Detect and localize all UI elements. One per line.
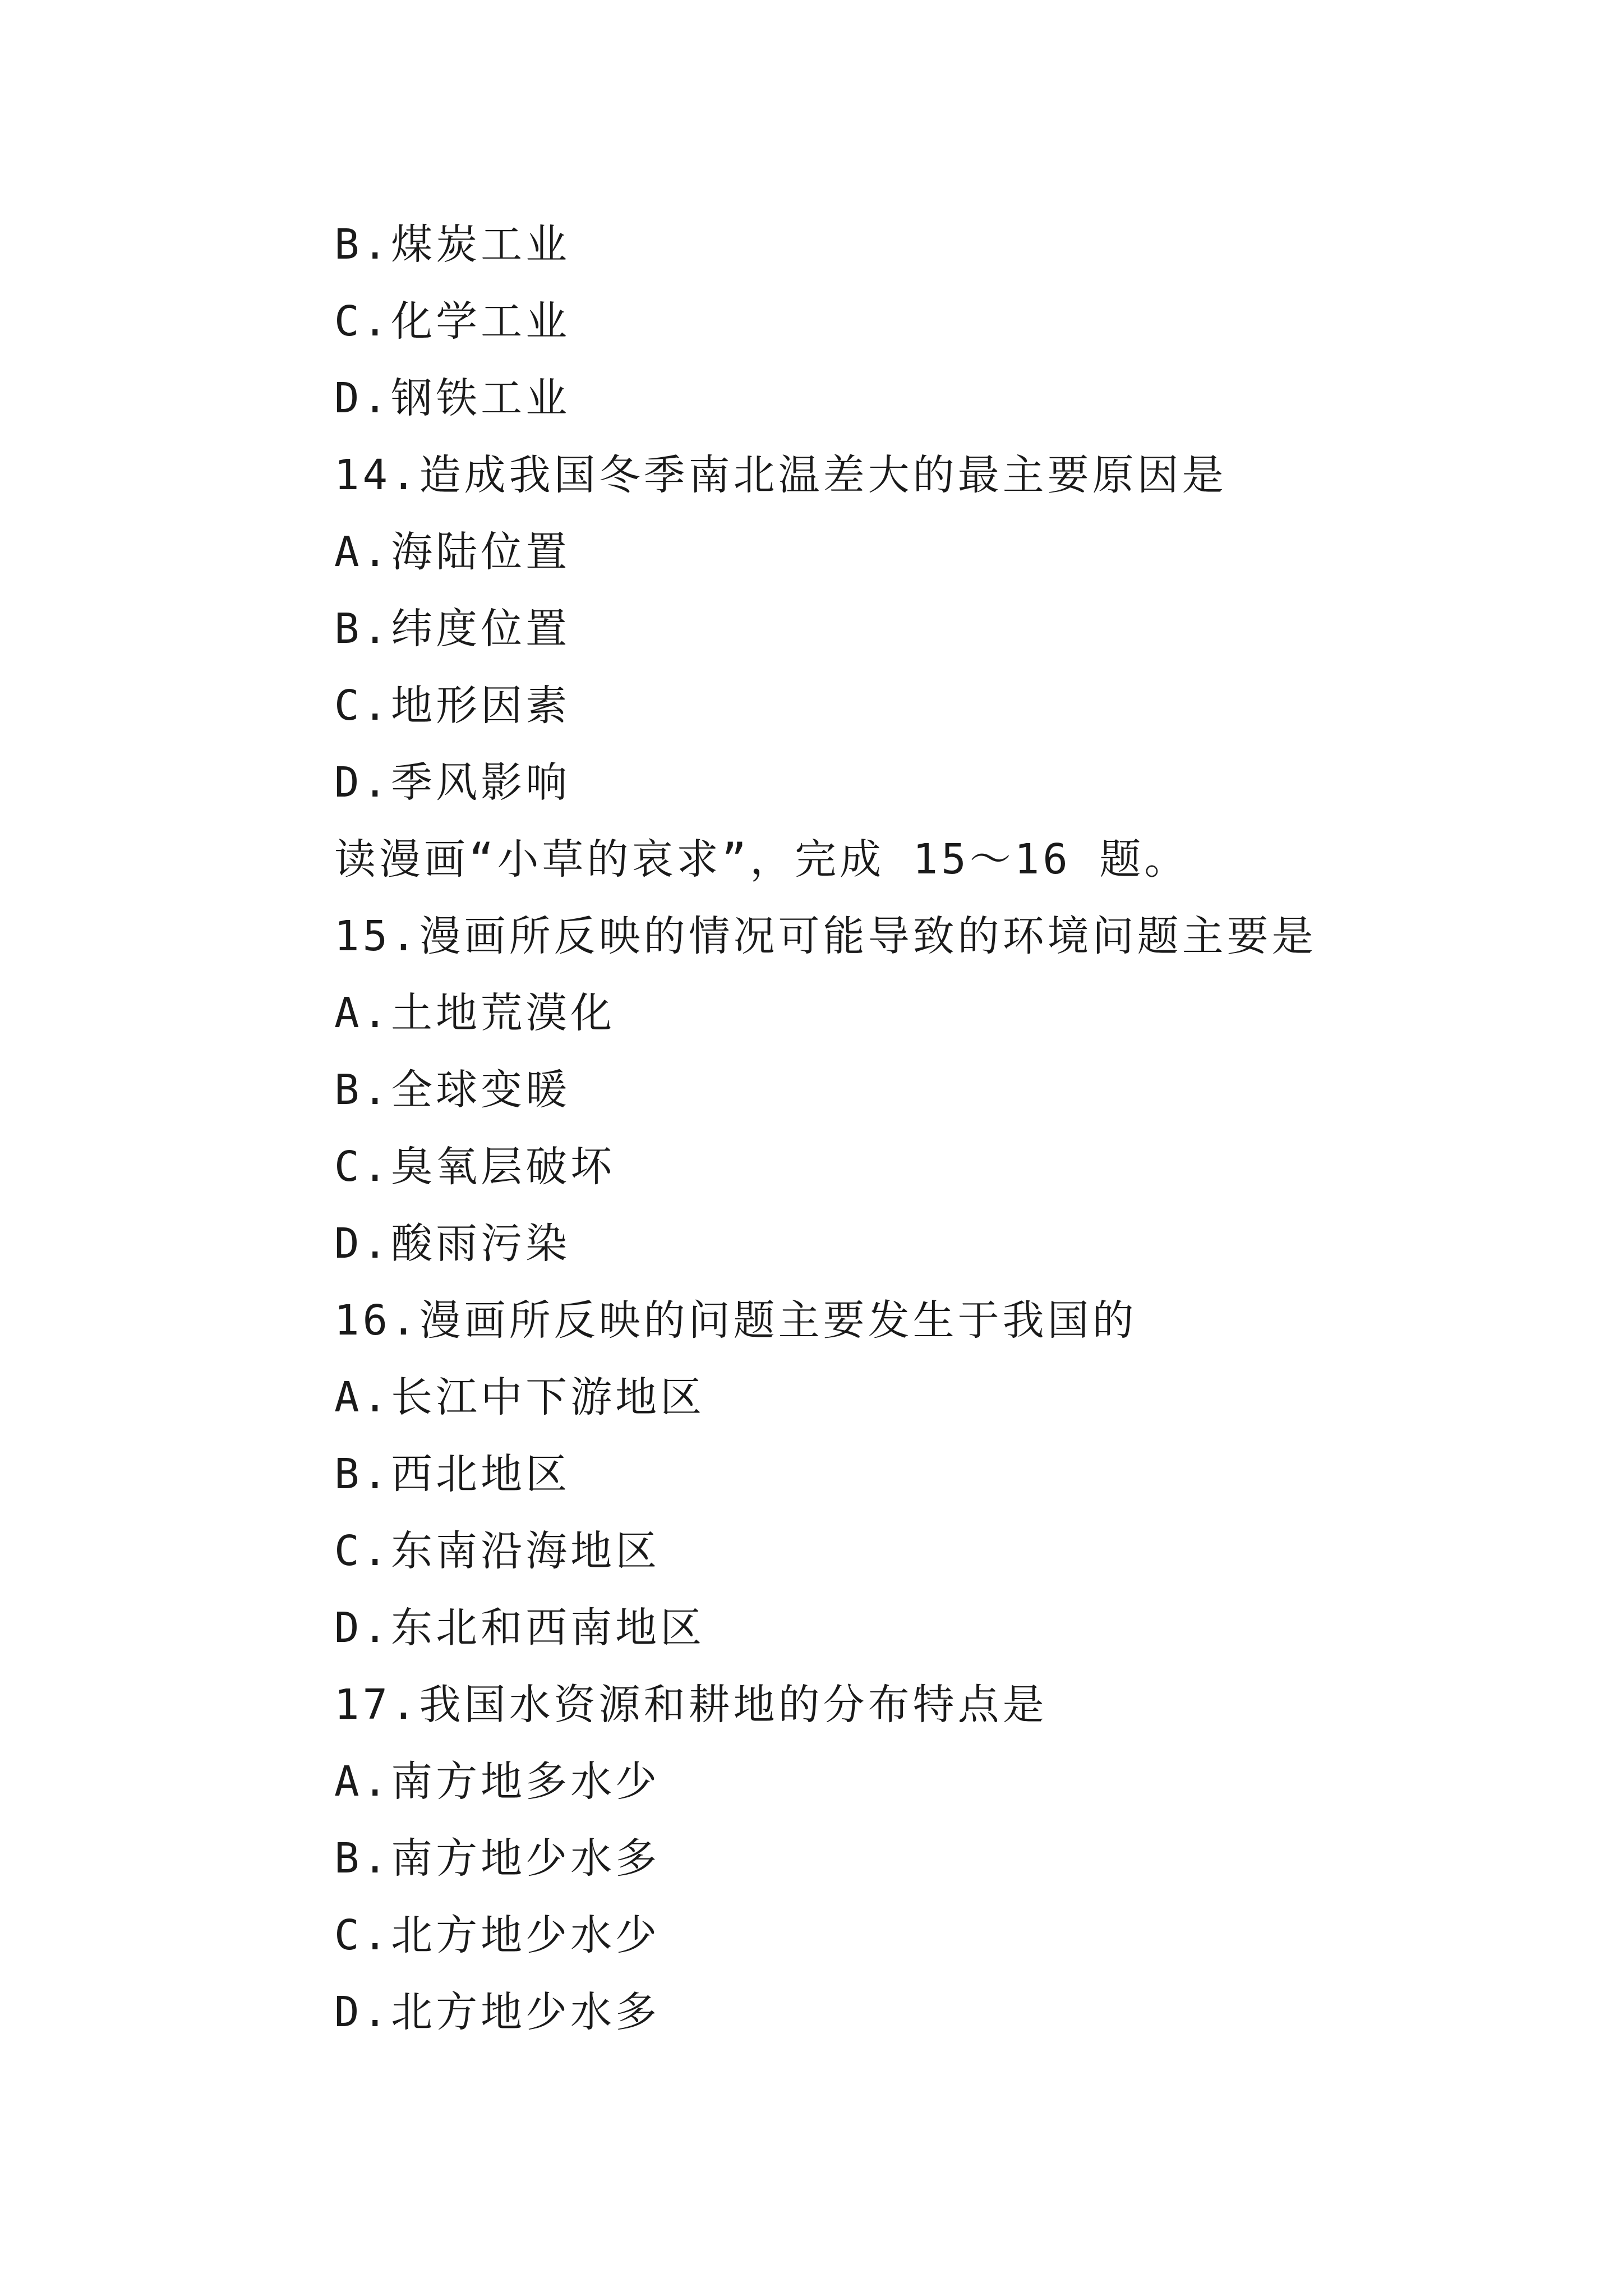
option-line: B.南方地少水多 — [334, 1834, 661, 1883]
option-line: C.东南沿海地区 — [334, 1527, 661, 1575]
option-line: B.全球变暖 — [334, 1066, 571, 1114]
option-line: D.季风影响 — [334, 758, 571, 807]
option-line: A.海陆位置 — [334, 528, 571, 576]
option-line: A.南方地多水少 — [334, 1757, 661, 1806]
option-line: C.臭氧层破坏 — [334, 1143, 616, 1191]
question-line: 14.造成我国冬季南北温差大的最主要原因是 — [334, 451, 1227, 499]
question-text-lines — [334, 206, 1512, 2051]
question-line: 17.我国水资源和耕地的分布特点是 — [334, 1681, 1048, 1729]
option-line: C.地形因素 — [334, 682, 571, 730]
option-line: B.纬度位置 — [334, 605, 571, 653]
option-line: D.酸雨污染 — [334, 1220, 571, 1268]
option-line: D.东北和西南地区 — [334, 1604, 706, 1652]
question-line: 16.漫画所反映的问题主要发生于我国的 — [334, 1296, 1137, 1345]
option-line: C.化学工业 — [334, 297, 571, 346]
option-line: B.煤炭工业 — [334, 220, 571, 269]
option-line: B.西北地区 — [334, 1450, 571, 1498]
option-line: D.北方地少水多 — [334, 1988, 661, 2036]
instruction-line: 读漫画“小草的哀求”，完成 15～16 题。 — [334, 835, 1189, 884]
option-line: A.土地荒漠化 — [334, 989, 616, 1037]
option-line: D.钢铁工业 — [334, 374, 571, 422]
option-line: A.长江中下游地区 — [334, 1373, 706, 1421]
question-line: 15.漫画所反映的情况可能导致的环境问题主要是 — [334, 912, 1317, 960]
option-line: C.北方地少水少 — [334, 1911, 661, 1959]
